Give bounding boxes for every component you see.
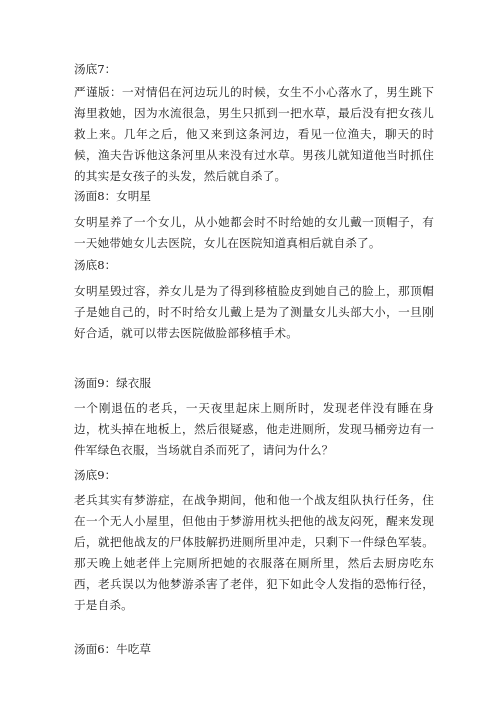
heading-tangdi-9: 汤底9： xyxy=(74,468,117,482)
paragraph-tangmian-9: 一个刚退伍的老兵，一天夜里起床上厕所时，发现老伴没有睡在身边，枕头掉在地板上，然后很疑惑，他走进厕所，发现马桶旁边有一件军绿色衣服，当场就自杀而死了，请问为什么？ xyxy=(74,401,434,457)
heading-tangdi-8: 汤底8： xyxy=(74,258,117,272)
paragraph-tangdi-8: 女明星毁过容，养女儿是为了得到移植脸皮到她自己的脸上，那顶帽子是她自己的，时不时给女儿戴上是为了测量女儿头部大小，一旦刚好合适，就可以带去医院做脸部移植手术。 xyxy=(74,284,434,340)
heading-tangmian-9: 汤面9：绿衣服 xyxy=(74,376,151,390)
heading-tangmian-6: 汤面6：牛吃草 xyxy=(74,642,151,656)
heading-tangdi-7: 汤底7： xyxy=(74,62,117,76)
heading-tangmian-8: 汤面8：女明星 xyxy=(74,189,151,203)
paragraph-tangmian-8: 女明星养了一个女儿，从小她都会时不时给她的女儿戴一顶帽子，有一天她带她女儿去医院，女儿在医院知道真相后就自杀了。 xyxy=(74,215,434,250)
paragraph-tangdi-7: 严谨版：一对情侣在河边玩儿的时候，女生不小心落水了，男生跳下海里救她，因为水流很急，男生只抓到一把水草，最后没有把女孩儿救上来。几年之后，他又来到这条河边，看见一位渔夫，聊天的时候，渔夫告诉他这条河里从来没有过水草。男孩儿就知道他当时抓住的其实是女孩子的头发，然后就自杀了。 xyxy=(74,85,434,183)
paragraph-tangdi-9: 老兵其实有梦游症，在战争期间，他和他一个战友组队执行任务，住在一个无人小屋里，但他由于梦游用枕头把他的战友闷死，醒来发现后，就把他战友的尸体肢解扔进厕所里冲走，只剩下一件绿色军装。那天晚上她老伴上完厕所把她的衣服落在厕所里，然后去厨房吃东西，老兵误以为他梦游杀害了老伴，犯下如此令人发指的恐怖行径，于是自杀。 xyxy=(74,493,434,612)
